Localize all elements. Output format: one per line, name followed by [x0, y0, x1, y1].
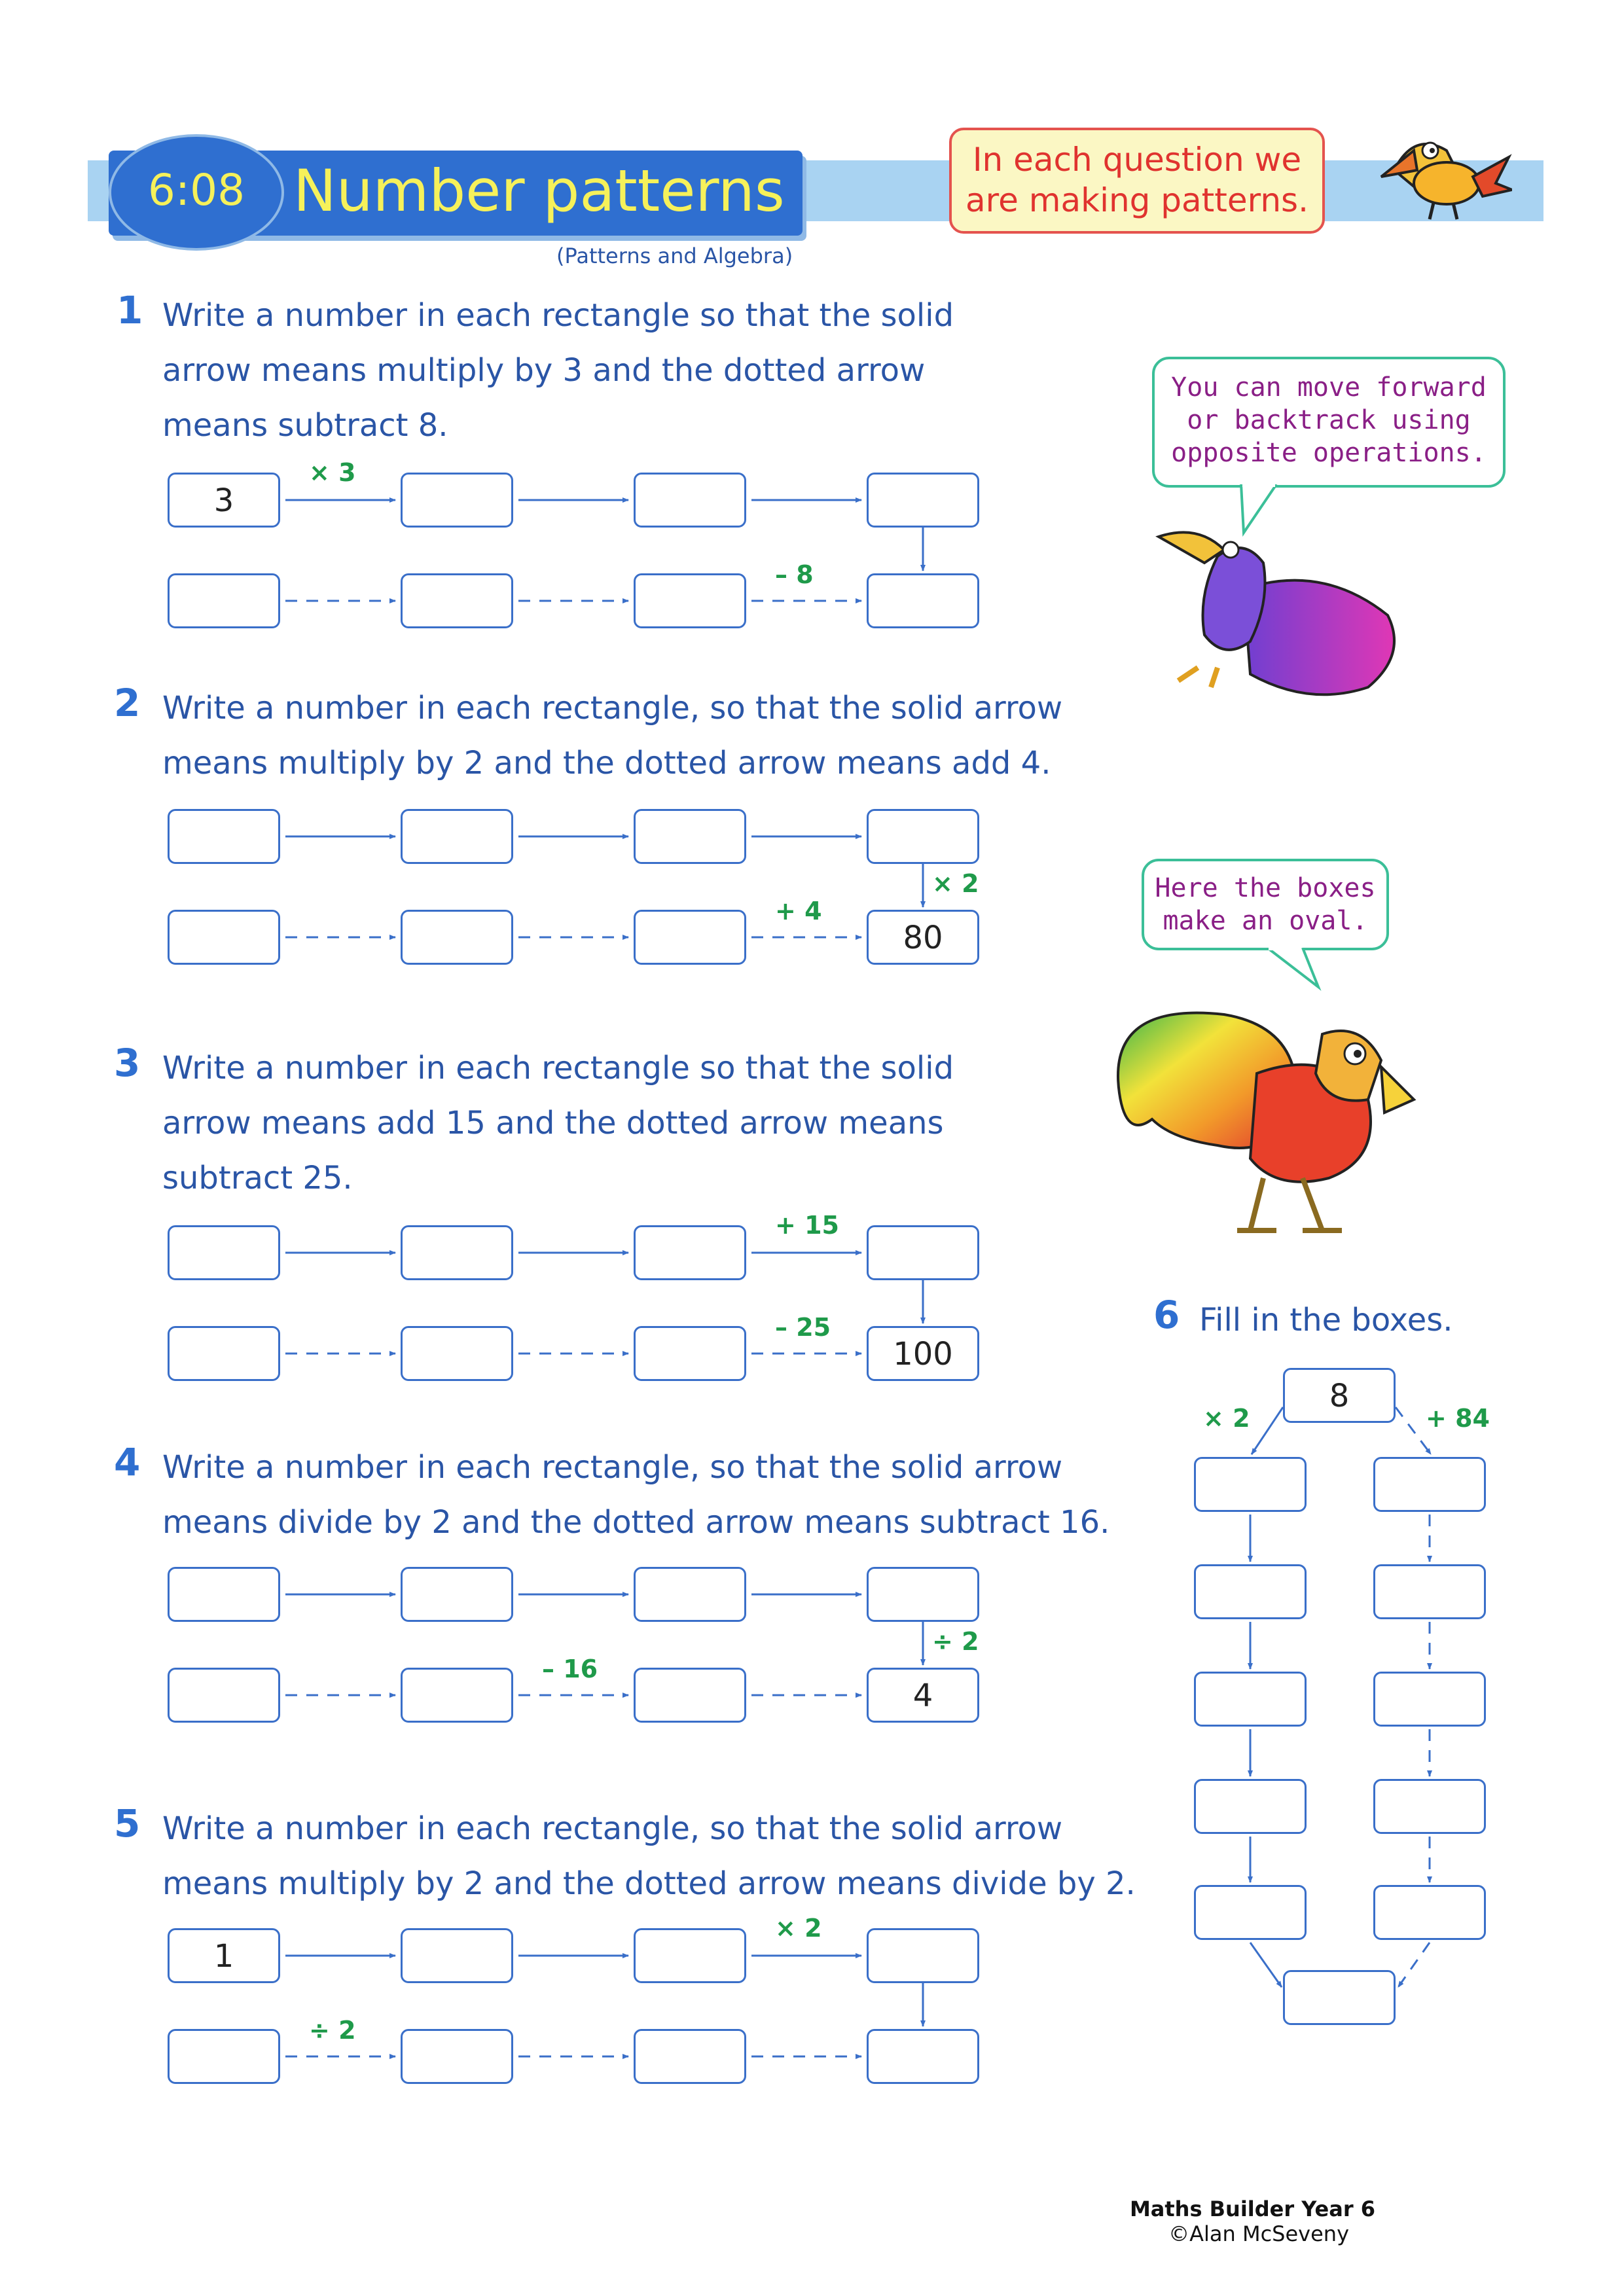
q5-dotted-op-label: ÷ 2 — [309, 2016, 356, 2045]
q1-dotted-op-label: – 8 — [775, 560, 814, 589]
q3-number: 3 — [114, 1041, 141, 1085]
dotted-arrow — [1398, 1943, 1430, 1987]
q1-bottom-box-3[interactable] — [634, 573, 746, 628]
q6-end-box[interactable] — [1283, 1970, 1396, 2025]
q5-top-box-1: 1 — [168, 1928, 280, 1983]
q4-bottom-box-2[interactable] — [401, 1668, 513, 1723]
q6-right-box-2[interactable] — [1373, 1564, 1486, 1619]
q2-bottom-box-4: 80 — [867, 910, 979, 965]
speech-bubble-2: Here the boxes make an oval. — [1142, 859, 1389, 950]
footer-book-title: Maths Builder Year 6 — [1129, 2197, 1375, 2221]
q1-top-box-2[interactable] — [401, 473, 513, 528]
q4-bottom-box-3[interactable] — [634, 1668, 746, 1723]
q6-right-op: + 84 — [1426, 1404, 1490, 1433]
q4-top-box-3[interactable] — [634, 1567, 746, 1622]
q6-left-op: × 2 — [1203, 1404, 1250, 1433]
q2-bottom-box-1[interactable] — [168, 910, 280, 965]
page-subtitle: (Patterns and Algebra) — [556, 243, 793, 268]
q6-left-box-2[interactable] — [1194, 1564, 1307, 1619]
q6-start-box: 8 — [1283, 1368, 1396, 1423]
q6-text: Fill in the boxes. — [1199, 1302, 1453, 1338]
page-title: Number patterns — [293, 157, 785, 224]
q4-number: 4 — [114, 1440, 141, 1484]
q5-top-box-3[interactable] — [634, 1928, 746, 1983]
q5-bottom-box-2[interactable] — [401, 2029, 513, 2084]
q6-left-box-1[interactable] — [1194, 1457, 1307, 1512]
q4-dotted-op-label: – 16 — [542, 1655, 598, 1683]
q3-top-box-1[interactable] — [168, 1225, 280, 1280]
q3-bottom-box-1[interactable] — [168, 1326, 280, 1381]
q4-bottom-box-4: 4 — [867, 1668, 979, 1723]
q1-top-box-1: 3 — [168, 473, 280, 528]
q5-solid-op-label: × 2 — [775, 1914, 822, 1943]
q2-number: 2 — [114, 681, 141, 725]
q2-bottom-box-2[interactable] — [401, 910, 513, 965]
q5-number: 5 — [114, 1801, 141, 1846]
q2-down-op-label: × 2 — [932, 869, 979, 898]
q3-bottom-box-3[interactable] — [634, 1326, 746, 1381]
q6-left-box-5[interactable] — [1194, 1885, 1307, 1940]
q6-number: 6 — [1153, 1293, 1180, 1337]
q6-right-box-4[interactable] — [1373, 1779, 1486, 1834]
q2-top-box-1[interactable] — [168, 809, 280, 864]
q4-top-box-1[interactable] — [168, 1567, 280, 1622]
q1-solid-op-label: × 3 — [309, 458, 356, 487]
q6-right-box-3[interactable] — [1373, 1672, 1486, 1727]
solid-arrow — [1252, 1407, 1283, 1454]
q5-text: Write a number in each rectangle, so that the solid arrow means multiply by 2 and the dotted arrow means divide by 2. — [162, 1810, 1136, 1902]
q5-top-box-4[interactable] — [867, 1928, 979, 1983]
q2-top-box-4[interactable] — [867, 809, 979, 864]
q6-right-box-5[interactable] — [1373, 1885, 1486, 1940]
q3-bottom-box-2[interactable] — [401, 1326, 513, 1381]
q5-top-box-2[interactable] — [401, 1928, 513, 1983]
q2-dotted-op-label: + 4 — [775, 897, 822, 925]
q4-top-box-4[interactable] — [867, 1567, 979, 1622]
q6-right-box-1[interactable] — [1373, 1457, 1486, 1512]
q1-top-box-3[interactable] — [634, 473, 746, 528]
q1-bottom-box-1[interactable] — [168, 573, 280, 628]
q4-text: Write a number in each rectangle, so that the solid arrow means divide by 2 and the dotted arrow means subtract 16. — [162, 1449, 1110, 1541]
q1-top-box-4[interactable] — [867, 473, 979, 528]
q3-top-box-4[interactable] — [867, 1225, 979, 1280]
speech-bubble-1: You can move forward or backtrack using opposite operations. — [1152, 357, 1506, 488]
q3-bottom-box-4: 100 — [867, 1326, 979, 1381]
q2-bottom-box-3[interactable] — [634, 910, 746, 965]
q3-dotted-op-label: – 25 — [775, 1313, 831, 1342]
q2-text: Write a number in each rectangle, so that the solid arrow means multiply by 2 and the dotted arrow means add 4. — [162, 690, 1063, 781]
q3-top-box-3[interactable] — [634, 1225, 746, 1280]
intro-callout: In each question we are making patterns. — [949, 128, 1325, 234]
q1-bottom-box-4[interactable] — [867, 573, 979, 628]
q4-down-op-label: ÷ 2 — [932, 1627, 979, 1656]
q1-text: Write a number in each rectangle so that the solid arrow means multiply by 3 and the dotted arrow means subtract 8. — [162, 297, 954, 444]
q2-top-box-3[interactable] — [634, 809, 746, 864]
q4-bottom-box-1[interactable] — [168, 1668, 280, 1723]
q3-top-box-2[interactable] — [401, 1225, 513, 1280]
q3-text: Write a number in each rectangle so that the solid arrow means add 15 and the dotted arrow means subtract 25. — [162, 1050, 954, 1196]
q2-top-box-2[interactable] — [401, 809, 513, 864]
q1-number: 1 — [117, 288, 143, 332]
q6-left-box-3[interactable] — [1194, 1672, 1307, 1727]
q4-top-box-2[interactable] — [401, 1567, 513, 1622]
q5-bottom-box-1[interactable] — [168, 2029, 280, 2084]
q6-left-box-4[interactable] — [1194, 1779, 1307, 1834]
q5-bottom-box-4[interactable] — [867, 2029, 979, 2084]
solid-arrow — [1250, 1943, 1282, 1987]
footer-author: ©Alan McSeveny — [1168, 2221, 1349, 2246]
q1-bottom-box-2[interactable] — [401, 573, 513, 628]
q5-bottom-box-3[interactable] — [634, 2029, 746, 2084]
lesson-number: 6:08 — [147, 165, 245, 215]
q3-solid-op-label: + 15 — [775, 1211, 839, 1240]
